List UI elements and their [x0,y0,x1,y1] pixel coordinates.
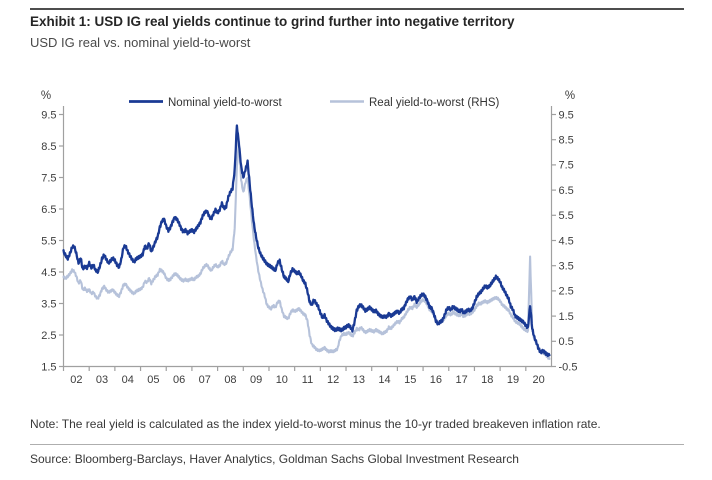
right-axis-tick-label: -0.5 [558,361,578,374]
x-axis-tick-label: 17 [455,374,468,386]
legend-label-real: Real yield-to-worst (RHS) [369,96,500,109]
x-axis-tick-label: 03 [95,374,109,386]
x-axis-tick-label: 12 [327,374,340,386]
right-axis-tick-label: 8.5 [558,134,574,147]
x-axis-tick-label: 02 [70,374,83,386]
right-axis-tick-label: 7.5 [558,159,574,172]
x-axis-tick-label: 16 [429,374,443,386]
left-axis-tick-label: 4.5 [41,266,57,279]
right-axis-tick-label: 6.5 [558,184,574,197]
chart-legend [129,97,500,109]
axes-layer [41,106,577,386]
right-axis-tick-label: 4.5 [558,235,574,248]
left-axis-tick-label: 9.5 [41,109,57,122]
x-axis-tick-label: 05 [147,374,160,386]
x-axis-tick-label: 20 [532,374,545,386]
right-axis-unit: % [564,90,576,102]
chart-note: Note: The real yield is calculated as the index yield-to-worst minus the 10-yr traded breakeven inflation rate. [30,417,601,431]
right-axis-tick-label: 2.5 [558,285,574,298]
series-line-nominal [64,126,550,357]
exhibit-subtitle: USD IG real vs. nominal yield-to-worst [30,35,251,50]
right-axis-tick-label: 5.5 [558,210,574,223]
note-source-divider [30,444,684,445]
left-axis-tick-label: 2.5 [41,329,57,342]
left-axis-tick-label: 8.5 [41,140,57,153]
left-axis-tick-label: 6.5 [41,203,57,216]
chart-source: Source: Bloomberg-Barclays, Haver Analytics, Goldman Sachs Global Investment Research [30,452,519,466]
legend-label-nominal: Nominal yield-to-worst [168,96,282,109]
exhibit-title: Exhibit 1: USD IG real yields continue to grind further into negative territory [30,14,515,29]
left-axis-unit: % [40,90,52,102]
right-axis-tick-label: 1.5 [558,310,574,323]
series-layer [64,126,550,359]
left-axis-tick-label: 5.5 [41,235,57,248]
x-axis-tick-label: 07 [198,374,211,386]
right-axis-tick-label: 0.5 [558,336,574,349]
x-axis-tick-label: 19 [506,374,520,386]
x-axis-tick-label: 09 [250,374,263,386]
left-axis-tick-label: 3.5 [41,298,57,311]
right-axis-tick-label: 3.5 [558,260,574,273]
x-axis-tick-label: 06 [172,374,186,386]
x-axis-tick-label: 14 [378,374,391,386]
series-line-real [64,142,550,359]
x-axis-tick-label: 04 [121,374,134,386]
left-axis-tick-label: 1.5 [41,361,57,374]
x-axis-tick-label: 15 [404,374,417,386]
x-axis-tick-label: 10 [275,374,288,386]
x-axis-tick-label: 18 [481,374,494,386]
right-axis-tick-label: 9.5 [558,109,574,122]
x-axis-tick-label: 11 [301,374,314,386]
left-axis-tick-label: 7.5 [41,172,57,185]
x-axis-tick-label: 08 [224,374,237,386]
x-axis-tick-label: 13 [352,374,365,386]
